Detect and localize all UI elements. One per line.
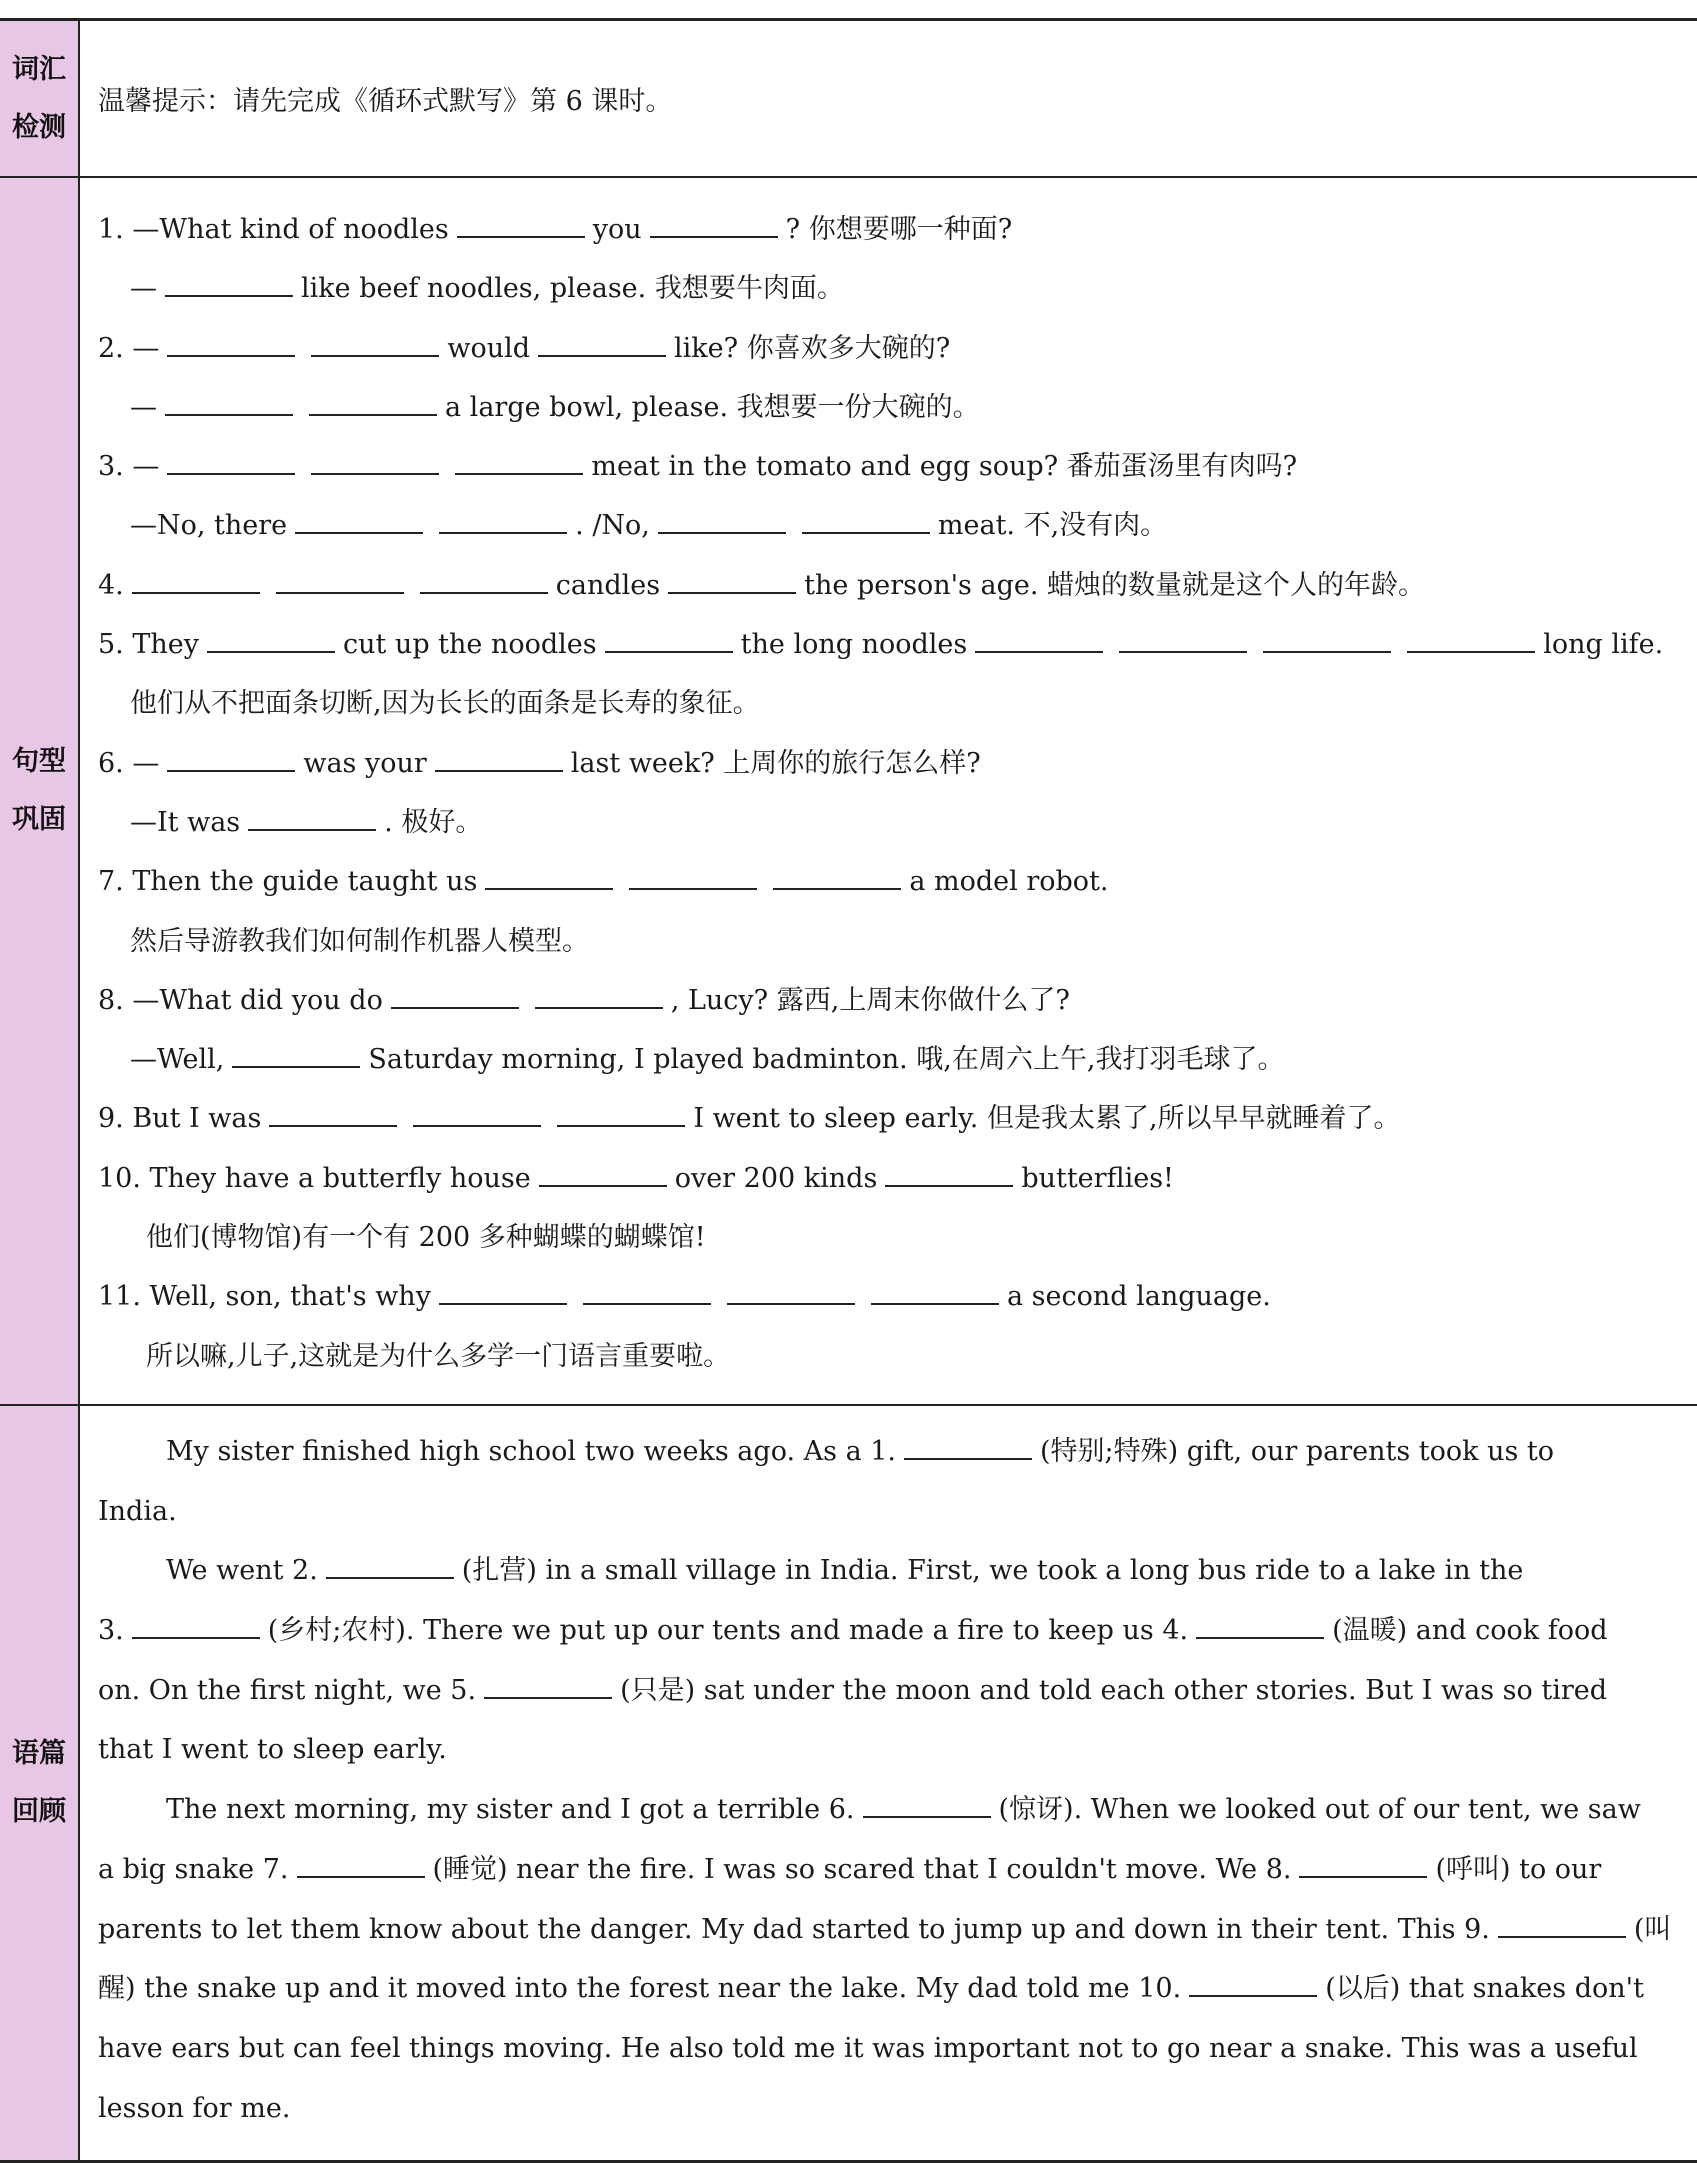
answer-blank[interactable] <box>1263 629 1391 653</box>
label-line: 回顾 <box>12 1796 66 1827</box>
line-text: 6. — <box>98 747 160 779</box>
exercise-table <box>0 18 1697 2163</box>
answer-blank[interactable] <box>557 1103 685 1127</box>
line-text: 8. —What did you do <box>98 984 383 1016</box>
label-line: 巩固 <box>12 804 66 835</box>
answer-blank[interactable] <box>297 1854 425 1878</box>
text-line <box>98 1601 1697 1661</box>
answer-blank[interactable] <box>326 1555 454 1579</box>
line-text: parents to let them know about the danger. My dad started to jump up and down in their tent. This 9. <box>98 1913 1490 1945</box>
line-text: would <box>447 332 531 364</box>
text-line <box>98 1840 1697 1900</box>
answer-blank[interactable] <box>885 1163 1013 1187</box>
line-text: meat in the tomato and egg soup? 番茄蛋汤里有肉吗? <box>591 451 1298 483</box>
text-line <box>98 1959 1697 2019</box>
answer-blank[interactable] <box>413 1103 541 1127</box>
answer-blank[interactable] <box>773 866 901 890</box>
answer-blank[interactable] <box>1299 1854 1427 1878</box>
line-text: 他们(博物馆)有一个有 200 多种蝴蝶的蝴蝶馆! <box>146 1222 706 1254</box>
line-text: I went to sleep early. 但是我太累了,所以早早就睡着了。 <box>693 1103 1401 1135</box>
line-text: — <box>130 391 157 423</box>
answer-blank[interactable] <box>165 392 293 416</box>
line-text: butterflies! <box>1021 1162 1174 1194</box>
line-text: 9. But I was <box>98 1103 262 1135</box>
line-text: a large bowl, please. 我想要一份大碗的。 <box>445 391 980 423</box>
text-line <box>98 200 1697 259</box>
tip-text: 温馨提示：请先完成《循环式默写》第 6 课时。 <box>98 86 673 117</box>
answer-blank[interactable] <box>975 629 1103 653</box>
answer-blank[interactable] <box>802 510 930 534</box>
vocab-label <box>0 21 80 176</box>
answer-blank[interactable] <box>232 1044 360 1068</box>
answer-blank[interactable] <box>727 1281 855 1305</box>
text-line <box>98 793 1697 852</box>
answer-blank[interactable] <box>309 392 437 416</box>
line-text: (呼叫) to our <box>1435 1853 1602 1885</box>
line-text: candles <box>555 569 661 601</box>
line-text: (睡觉) near the fire. I was so scared that I couldn't move. We 8. <box>432 1853 1292 1885</box>
sentences-label <box>0 178 80 1404</box>
text-line <box>98 1149 1697 1208</box>
text-line <box>98 437 1697 496</box>
text-line <box>98 615 1697 674</box>
answer-blank[interactable] <box>167 451 295 475</box>
text-line <box>98 1089 1697 1148</box>
line-text: —No, there <box>130 510 288 542</box>
line-text: like beef noodles, please. 我想要牛肉面。 <box>301 273 844 305</box>
answer-blank[interactable] <box>269 1103 397 1127</box>
line-text: 4. <box>98 569 124 601</box>
label-line: 语篇 <box>12 1738 66 1769</box>
vocab-content <box>80 21 1697 176</box>
line-text: —Well, <box>130 1044 225 1076</box>
answer-blank[interactable] <box>295 510 423 534</box>
answer-blank[interactable] <box>276 570 404 594</box>
line-text: (乡村;农村). There we put up our tents and made a fire to keep us 4. <box>267 1615 1189 1647</box>
sentences-content <box>80 178 1697 1404</box>
text-line <box>98 1267 1697 1326</box>
answer-blank[interactable] <box>207 629 335 653</box>
line-text: The next morning, my sister and I got a terrible 6. <box>166 1794 855 1826</box>
answer-blank[interactable] <box>167 333 295 357</box>
line-text: . /No, <box>575 510 650 542</box>
answer-blank[interactable] <box>165 273 293 297</box>
answer-blank[interactable] <box>1119 629 1247 653</box>
line-text: a second language. <box>1006 1281 1271 1313</box>
answer-blank[interactable] <box>650 214 778 238</box>
label-line: 检测 <box>12 111 66 143</box>
line-text: 他们从不把面条切断,因为长长的面条是长寿的象征。 <box>130 688 760 720</box>
vocab-section <box>0 21 1697 178</box>
text-line <box>98 1327 1697 1386</box>
text-line <box>98 1661 1697 1721</box>
passage-section <box>0 1406 1697 2163</box>
line-text: cut up the noodles <box>342 629 597 661</box>
line-text: last week? 上周你的旅行怎么样? <box>570 747 981 779</box>
answer-blank[interactable] <box>538 333 666 357</box>
line-text: . 极好。 <box>384 806 483 838</box>
answer-blank[interactable] <box>248 807 376 831</box>
answer-blank[interactable] <box>1196 1615 1324 1639</box>
line-text: 7. Then the guide taught us <box>98 866 478 898</box>
text-line <box>98 556 1697 615</box>
answer-blank[interactable] <box>904 1436 1032 1460</box>
line-text: 11. Well, son, that's why <box>98 1281 431 1313</box>
answer-blank[interactable] <box>311 333 439 357</box>
answer-blank[interactable] <box>484 1675 612 1699</box>
answer-blank[interactable] <box>1498 1914 1626 1938</box>
answer-blank[interactable] <box>871 1281 999 1305</box>
line-text: (温暖) and cook food <box>1332 1615 1608 1647</box>
answer-blank[interactable] <box>132 1615 260 1639</box>
text-line <box>98 1720 1697 1780</box>
label-line: 词汇 <box>12 53 66 85</box>
answer-blank[interactable] <box>439 1281 567 1305</box>
passage-label <box>0 1406 80 2160</box>
answer-blank[interactable] <box>485 866 613 890</box>
answer-blank[interactable] <box>668 570 796 594</box>
line-text: (特别;特殊) gift, our parents took us to <box>1040 1436 1555 1467</box>
answer-blank[interactable] <box>457 214 585 238</box>
answer-blank[interactable] <box>535 985 663 1009</box>
line-text: (只是) sat under the moon and told each other stories. But I was so tired <box>620 1674 1608 1706</box>
line-text: 所以嘛,儿子,这就是为什么多学一门语言重要啦。 <box>146 1340 731 1372</box>
text-line <box>98 852 1697 911</box>
answer-blank[interactable] <box>629 866 757 890</box>
text-line <box>98 1208 1697 1267</box>
line-text: 5. They <box>98 629 199 661</box>
text-line <box>98 496 1697 555</box>
line-text: —It was <box>130 806 241 838</box>
passage-content <box>80 1406 1697 2160</box>
sentences-section <box>0 178 1697 1406</box>
text-line <box>98 674 1697 733</box>
line-text: you <box>592 214 642 245</box>
text-line <box>98 1482 1697 1542</box>
answer-blank[interactable] <box>439 510 567 534</box>
text-line <box>98 1541 1697 1601</box>
line-text: (以后) that snakes don't <box>1325 1973 1644 2005</box>
answer-blank[interactable] <box>435 748 563 772</box>
line-text: on. On the first night, we 5. <box>98 1674 477 1706</box>
text-line <box>98 912 1697 971</box>
line-text: 2. — <box>98 332 160 364</box>
line-text: India. <box>98 1495 177 1527</box>
line-text: 然后导游教我们如何制作机器人模型。 <box>130 925 589 957</box>
line-text: meat. 不,没有肉。 <box>937 510 1168 542</box>
line-text: 醒) the snake up and it moved into the forest near the lake. My dad told me 10. <box>98 1973 1182 2005</box>
text-line <box>98 971 1697 1030</box>
answer-blank[interactable] <box>420 570 548 594</box>
answer-blank[interactable] <box>658 510 786 534</box>
text-line <box>98 1422 1697 1482</box>
answer-blank[interactable] <box>132 570 260 594</box>
line-text: (扎营) in a small village in India. First, we took a long bus ride to a lake in the <box>461 1555 1524 1587</box>
answer-blank[interactable] <box>605 629 733 653</box>
line-text: , Lucy? 露西,上周末你做什么了? <box>670 984 1070 1016</box>
text-line <box>98 1780 1697 1840</box>
text-line <box>98 2019 1697 2079</box>
line-text: long life. <box>1543 629 1664 661</box>
line-text: ? 你想要哪一种面? <box>785 214 1013 245</box>
answer-blank[interactable] <box>311 451 439 475</box>
text-line <box>98 259 1697 318</box>
line-text: 1. —What kind of noodles <box>98 214 449 245</box>
answer-blank[interactable] <box>539 1163 667 1187</box>
text-line <box>98 734 1697 793</box>
text-line <box>98 1900 1697 1960</box>
answer-blank[interactable] <box>391 985 519 1009</box>
answer-blank[interactable] <box>1407 629 1535 653</box>
answer-blank[interactable] <box>1189 1973 1317 1997</box>
line-text: We went 2. <box>166 1555 318 1587</box>
answer-blank[interactable] <box>583 1281 711 1305</box>
line-text: 10. They have a butterfly house <box>98 1162 531 1194</box>
line-text: like? 你喜欢多大碗的? <box>674 332 951 364</box>
text-line <box>98 319 1697 378</box>
line-text: (惊讶). When we looked out of our tent, we saw <box>998 1794 1641 1826</box>
text-line <box>98 378 1697 437</box>
line-text: lesson for me. <box>98 2092 291 2124</box>
text-line <box>98 2079 1697 2139</box>
line-text: have ears but can feel things moving. He also told me it was important not to go near a snake. This was a useful <box>98 2032 1638 2064</box>
label-line: 句型 <box>12 746 66 777</box>
line-text: the person's age. 蜡烛的数量就是这个人的年龄。 <box>804 569 1425 601</box>
line-text: 3. — <box>98 451 160 483</box>
answer-blank[interactable] <box>863 1794 991 1818</box>
text-line <box>98 1030 1697 1089</box>
line-text: Saturday morning, I played badminton. 哦,在周六上午,我打羽毛球了。 <box>368 1044 1285 1076</box>
line-text: My sister finished high school two weeks ago. As a 1. <box>166 1436 897 1467</box>
line-text: over 200 kinds <box>674 1162 878 1194</box>
answer-blank[interactable] <box>455 451 583 475</box>
answer-blank[interactable] <box>167 748 295 772</box>
line-text: that I went to sleep early. <box>98 1734 447 1766</box>
line-text: a big snake 7. <box>98 1853 289 1885</box>
line-text: — <box>130 273 157 305</box>
line-text: a model robot. <box>909 866 1109 898</box>
line-text: (叫 <box>1633 1913 1672 1945</box>
line-text: was your <box>303 747 427 779</box>
line-text: 3. <box>98 1615 124 1647</box>
line-text: the long noodles <box>740 629 968 661</box>
